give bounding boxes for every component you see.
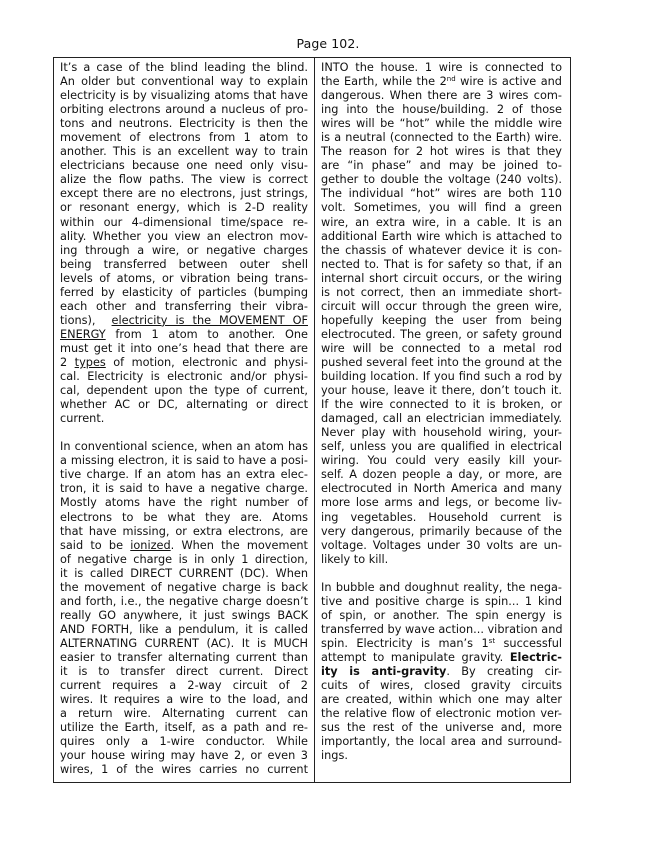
text-fragment: wire is active and (455, 75, 562, 89)
text-line: Mostly atoms have the right number of (60, 496, 308, 510)
text-line: self, unless you are qualified in electrical (321, 440, 562, 454)
text-line: wires will be “hot” while the middle wire (321, 117, 562, 131)
text-line: hopefully keeping the user from being (321, 313, 562, 327)
text-line: your house, leave it there, don’t touch it. (321, 384, 562, 398)
text-line: the movement of negative charge is back (60, 580, 308, 594)
text-line: electrocuted in North America and many (321, 482, 562, 496)
text-line: electricity is by visualizing atoms that have (60, 89, 308, 103)
text-line: current. (60, 412, 105, 426)
text-line (321, 665, 562, 679)
text-line: electrocuted. The green, or safety ground (321, 327, 562, 341)
text-line: importantly, the local area and surround- (321, 735, 562, 749)
text-line: wire, an extra wire, in a cable. It is an (321, 215, 562, 229)
text-fragment: of motion, electronic and physi- (105, 355, 309, 369)
underlined-word: ionized (130, 538, 171, 552)
two-column-text-box (53, 57, 571, 783)
text-fragment: . When the movement (170, 538, 308, 552)
text-line: your house wiring may have 2, or even 3 (60, 749, 308, 763)
text-line: cal. Electricity is electronic and/or physi- (60, 370, 308, 384)
text-line: utilize the Earth, itself, as a path and re- (60, 721, 308, 735)
text-line: is not correct, then an immediate short- (321, 285, 562, 299)
paragraph-break (321, 567, 562, 581)
text-line: self. A dozen people a day, or more, are (321, 468, 562, 482)
text-line: Never play with household wiring, your- (321, 426, 562, 440)
bold-emphasis: ity is anti-gravity (321, 665, 447, 679)
text-line: dangerous. When there are 3 wires com- (321, 89, 562, 103)
text-line: a missing electron, it is said to have a posi- (60, 454, 308, 468)
text-line: alize the flow paths. The view is correct (60, 173, 308, 187)
underlined-word: types (74, 355, 106, 369)
text-line: the relative flow of electronic motion ver- (321, 707, 562, 721)
text-line: cal, dependent upon the type of current, (60, 384, 308, 398)
text-line: If the wire connected to it is broken, or (321, 398, 562, 412)
text-line: orbiting electrons around a nucleus of pro- (60, 103, 308, 117)
text-line: ferred by elasticity of particles (bumping (60, 285, 308, 299)
superscript: nd (446, 75, 456, 84)
superscript: st (488, 636, 496, 645)
text-line: being transferred between outer shell (60, 257, 308, 271)
text-line: voltage. Voltages under 30 volts are un- (321, 538, 562, 552)
text-line: The reason for 2 hot wires is that they (321, 145, 562, 159)
text-line: damaged, call an electrician immediately. (321, 412, 562, 426)
text-line: quires only a 1-wire conductor. While (60, 735, 308, 749)
text-line: electrons to be what they are. Atoms (60, 510, 308, 524)
text-line: within our 4-dimensional time/space re- (60, 215, 308, 229)
text-line: AND FORTH, like a pendulum, it is called (60, 622, 308, 636)
text-line: easier to transfer alternating current than (60, 650, 308, 664)
text-line: whether AC or DC, alternating or direct (60, 398, 308, 412)
text-fragment: successful (495, 636, 562, 650)
text-line: movement of electrons from 1 atom to (60, 131, 308, 145)
bold-emphasis: Electric- (509, 650, 562, 664)
text-line: electricians because one need only visu- (60, 159, 308, 173)
text-line: wiring. You could very easily kill your- (321, 454, 562, 468)
text-line: very dangerous, primarily because of the (321, 524, 562, 538)
text-fragment: said to be (60, 538, 131, 552)
text-line: tons and neutrons. Electricity is then the (60, 117, 308, 131)
text-fragment: from 1 atom to another. One (105, 327, 308, 341)
text-line (60, 328, 308, 342)
text-line: likely to kill. (321, 552, 389, 566)
text-line: really GO anywhere, it just swings BACK (60, 608, 308, 622)
text-line: ing into the house/building. 2 of those (321, 103, 562, 117)
text-line: In bubble and doughnut reality, the nega- (321, 580, 562, 594)
text-line (321, 651, 562, 665)
text-line: ing through a wire, or negative charges (60, 243, 308, 257)
text-line: The individual “hot” wires are both 110 (321, 187, 562, 201)
text-fragment: spin. Electricity is man’s 1 (321, 636, 489, 650)
text-line (321, 637, 562, 651)
text-line: tron, it is said to have a negative charge. (60, 482, 308, 496)
page-title: Page 102. (296, 36, 360, 51)
text-line: sus the rest of the universe and, more (321, 721, 562, 735)
text-line: ality. Whether you view an electron mov- (60, 229, 308, 243)
text-line: the chassis of whatever device it is con- (321, 243, 562, 257)
text-line: is a neutral (connected to the Earth) wire. (321, 131, 562, 145)
text-line: or resonant energy, which is 2-D reality (60, 201, 308, 215)
text-line: internal short circuit occurs, or the wiring (321, 271, 562, 285)
text-line: cuits of wires, closed gravity circuits (321, 679, 562, 693)
text-line: circuit will occur through the green wire, (321, 299, 562, 313)
text-fragment: the Earth, while the 2 (321, 75, 447, 89)
text-line: except there are no electrons, just strings, (60, 187, 308, 201)
text-line: INTO the house. 1 wire is connected to (321, 61, 562, 74)
text-line: transferred by wave action... vibration and (321, 622, 563, 636)
text-line: wire will be connected to a metal rod (321, 341, 562, 355)
text-line: more lose arms and legs, or become liv- (321, 496, 562, 510)
text-line: must get it into one’s head that there are (60, 341, 308, 355)
left-column (54, 58, 315, 782)
text-line: It’s a case of the blind leading the blind. (60, 61, 308, 74)
text-fragment: 2 (60, 355, 75, 369)
text-line: each other and transferring their vibra- (60, 299, 308, 313)
text-line: nected to. That is for safety so that, if an (321, 257, 562, 271)
text-line: wires. It requires a wire to the load, and (60, 693, 308, 707)
text-line (60, 356, 308, 370)
text-line: a return wire. Alternating current can (60, 707, 308, 721)
text-line: are created, within which one may alter (321, 693, 562, 707)
text-line: another. This is an excellent way to train (60, 145, 308, 159)
text-line: are “in phase” and may be joined to- (321, 159, 562, 173)
text-fragment: attempt to manipulate gravity. (321, 650, 510, 664)
text-line: levels of atoms, or vibration being trans- (60, 271, 308, 285)
text-fragment: . By creating cir- (446, 665, 562, 679)
text-line: volt. Sometimes, you will find a green (321, 201, 562, 215)
underlined-emphasis: electricity is the MOVEMENT OF (111, 313, 308, 327)
text-line: An older but conventional way to explain (60, 75, 308, 89)
text-line: ALTERNATING CURRENT (AC). It is MUCH (60, 636, 308, 650)
underlined-emphasis: ENERGY (60, 327, 106, 341)
text-line (321, 75, 562, 89)
right-column (315, 58, 570, 782)
text-line: ings. (321, 749, 348, 763)
paragraph-break (60, 426, 308, 440)
text-line: tive and positive charge is spin... 1 kind (321, 594, 562, 608)
text-line: wires, 1 of the wires carries no current (60, 763, 308, 777)
text-line: In conventional science, when an atom has (60, 440, 308, 454)
text-line: and forth, i.e., the negative charge doesn’t (60, 594, 308, 608)
text-line: building location. If you find such a rod by (321, 370, 562, 384)
text-line: of negative charge is in only 1 direction, (60, 552, 308, 566)
text-line: it is to transfer direct current. Direct (60, 665, 308, 679)
text-line (60, 314, 308, 328)
text-line: that have missing, or extra electrons, are (60, 524, 308, 538)
text-line (60, 539, 308, 553)
text-line: of spin, or another. The spin energy is (321, 608, 562, 622)
text-line: additional Earth wire which is attached to (321, 229, 562, 243)
text-line: tive charge. If an atom has an extra elec- (60, 468, 308, 482)
text-fragment: tions), (60, 313, 96, 327)
text-line: gether to double the voltage (240 volts). (321, 173, 562, 187)
text-line: it is called DIRECT CURRENT (DC). When (60, 566, 308, 580)
text-line: current requires a 2-way circuit of 2 (60, 679, 308, 693)
text-line: ing vegetables. Household current is (321, 510, 562, 524)
text-line: pushed several feet into the ground at the (321, 355, 562, 369)
